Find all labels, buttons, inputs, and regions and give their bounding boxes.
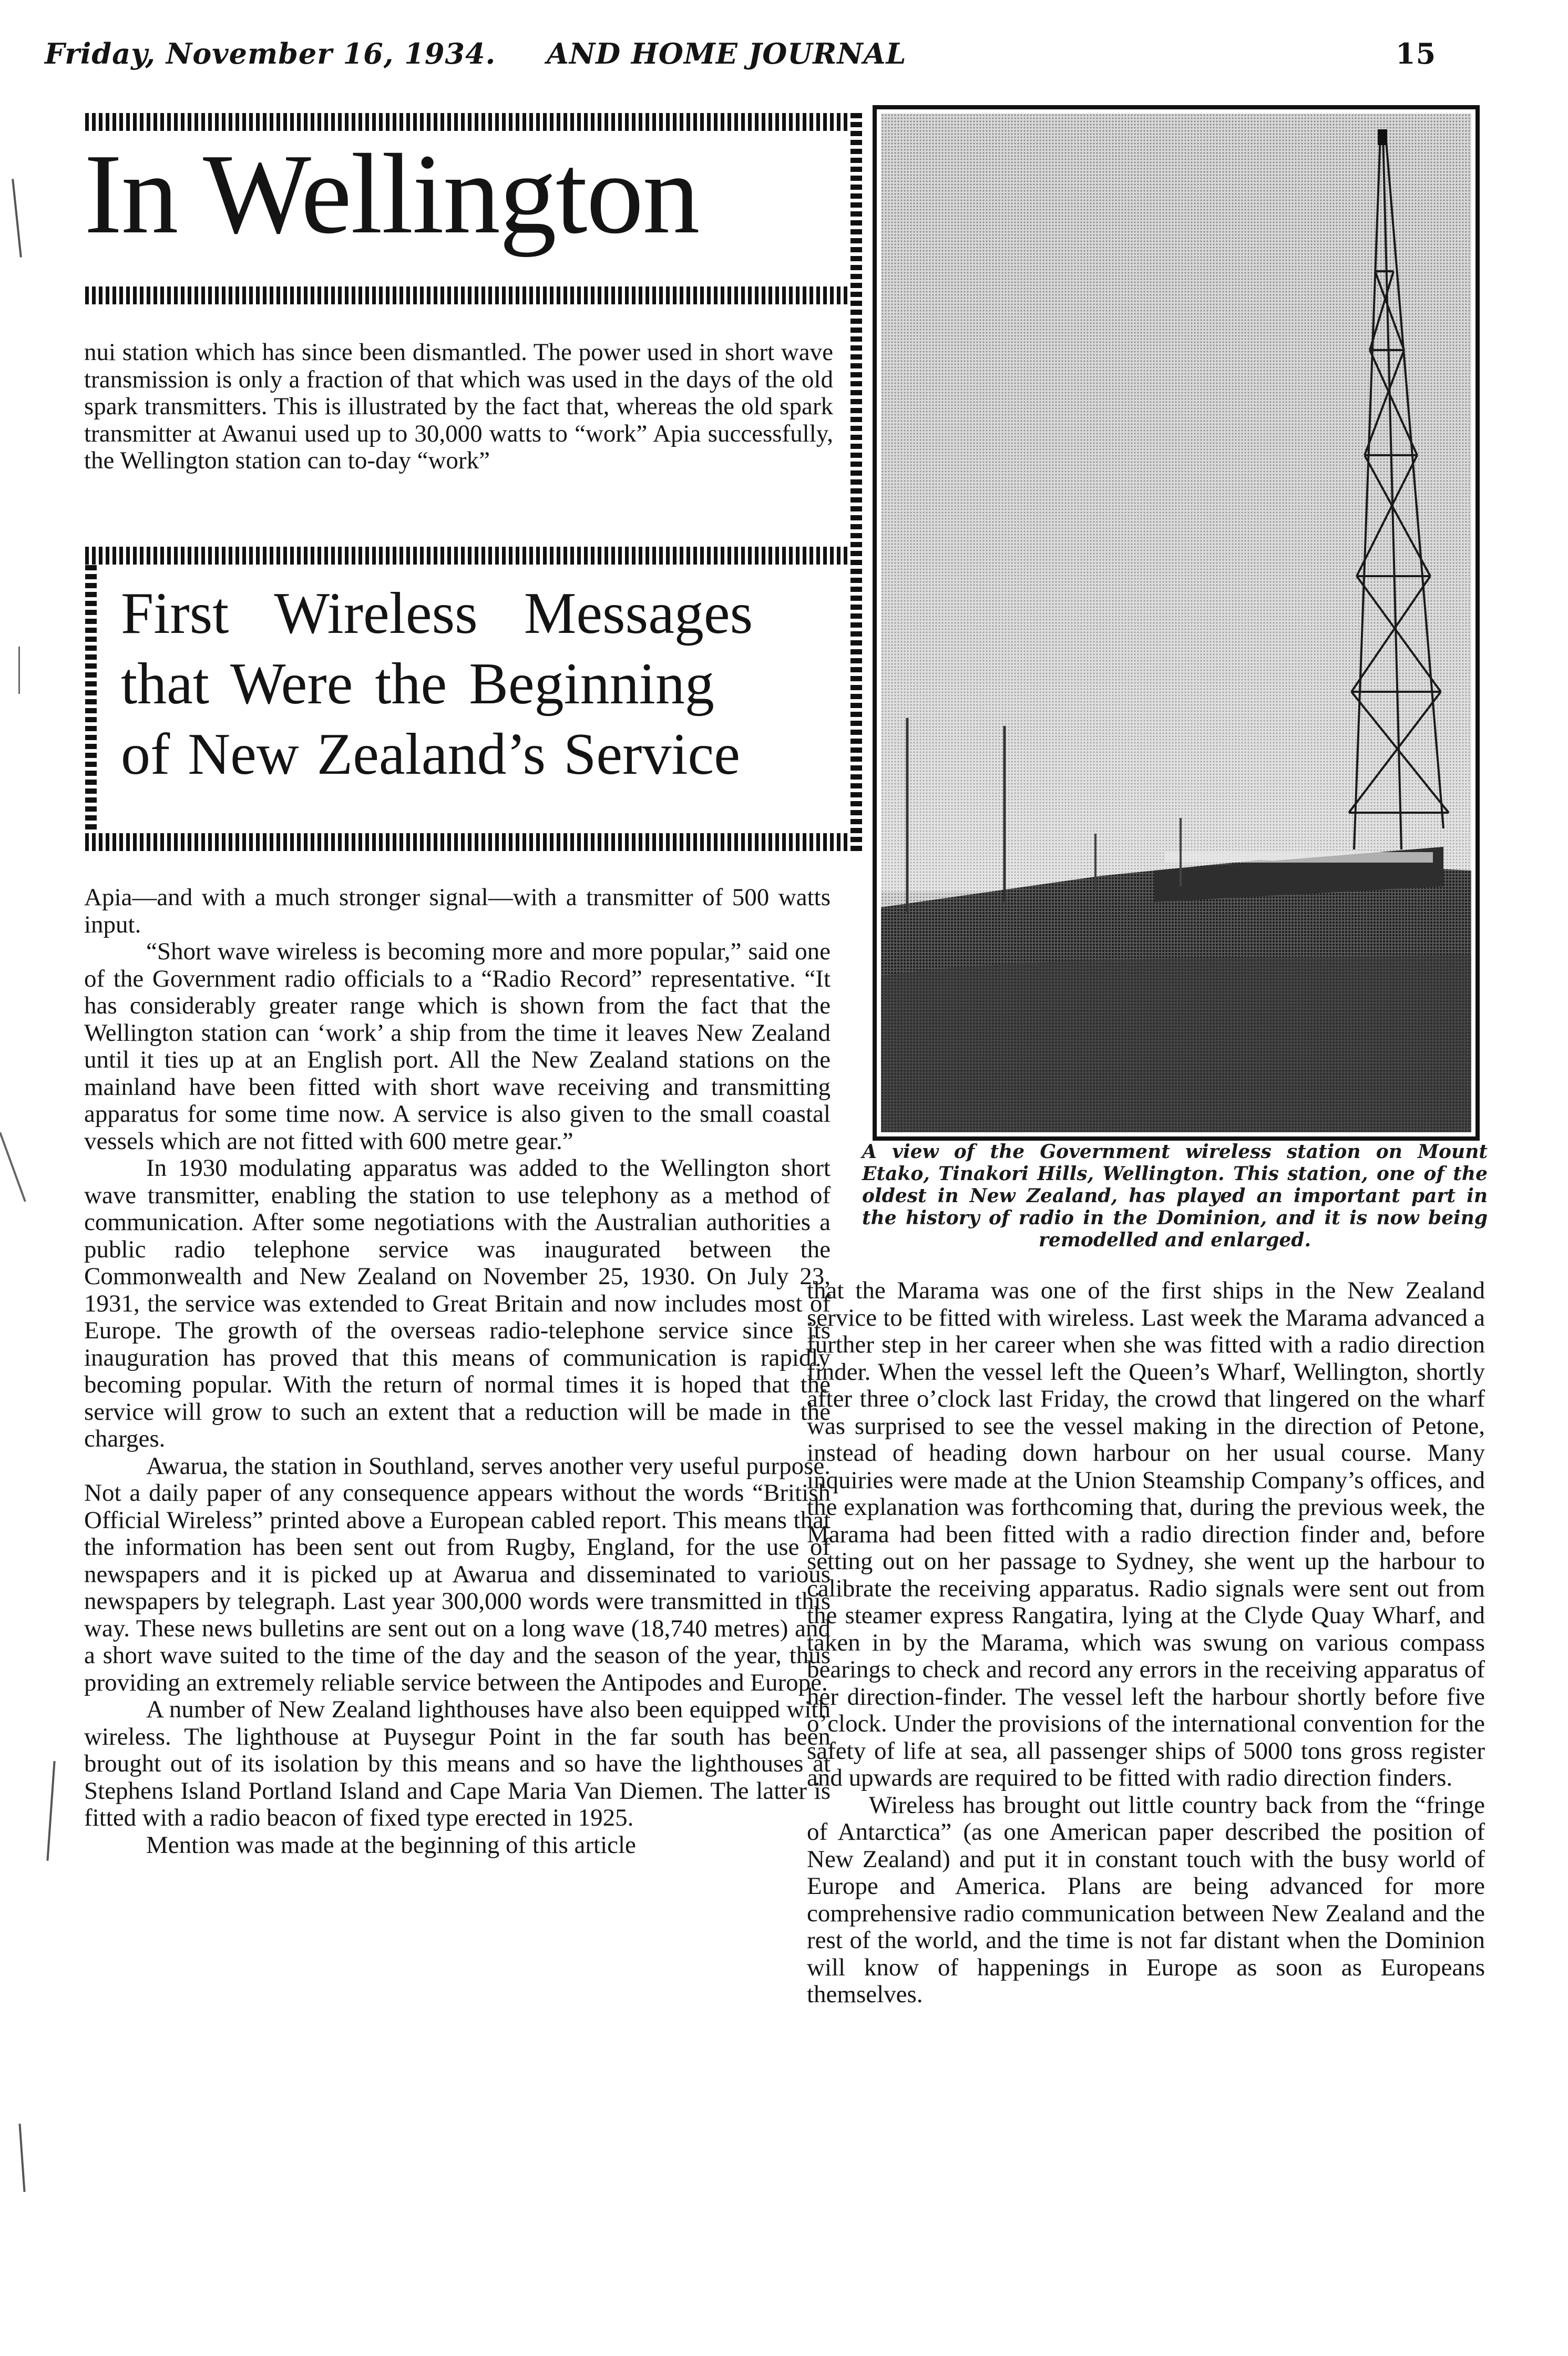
- margin-mark: [18, 2124, 25, 2192]
- paragraph: “Short wave wireless is becoming more and more popular,” said one of the Government radio officials to a “Radio Record” representative. “It has considerably greater range which is shown from the fact that the Wellington station can ‘work’ a ship from the time it leaves New Zealand until it ties up at an English port. All the New Zealand stations on the mainland have been fitted with short wave receiving and transmitting apparatus for some time now. A service is also given to the small coastal vessels which are not fitted with 600 metre gear.”: [84, 938, 831, 1155]
- intro-paragraph: [84, 339, 833, 475]
- subhead-rule-bottom: [85, 833, 850, 851]
- page-number: 15: [1396, 37, 1437, 70]
- subhead-rule-top: [85, 547, 850, 565]
- margin-mark: [18, 647, 20, 694]
- paragraph: Awarua, the station in Southland, serves another very useful purpose. Not a daily paper of any consequence appears without the words “British Official Wireless” printed above a European cabled report. This means that the information has been sent out from Rugby, England, for the use of newspapers and it is picked up at Awarua and disseminated to various newspapers by telegraph. Last year 300,000 words were transmitted in this way. These news bulletins are sent out on a long wave (18,740 metres) and a short wave suited to the time of the day and the season of the year, thus providing an extremely reliable service between the Antipodes and Europe.: [84, 1452, 831, 1696]
- intro-text: nui station which has since been dismantled. The power used in short wave transmission is only a fraction of that which was used in the days of the old spark transmitters. This is illustrated by the fact that, whereas the old spark transmitter at Awanui used up to 30,000 watts to “work” Apia successfully, the Wellington station can to-day “work”: [84, 339, 833, 474]
- title-rule-right: [850, 113, 862, 852]
- subheading-line-2: that Were the Beginning: [121, 651, 714, 716]
- margin-mark: [0, 1132, 26, 1202]
- paragraph: In 1930 modulating apparatus was added to the Wellington short wave transmitter, enabling the station to use telephony as a method of communication. After some negotiations with the Australian authorities a public radio telephone service was inaugurated between the Commonwealth and New Zealand on November 25, 1930. On July 23, 1931, the service was extended to Great Britain and now includes most of Europe. The growth of the overseas radio-telephone service since its inauguration has proved that this means of communication is rapidly becoming popular. With the return of normal times it is hoped that the service will grow to such an extent that a reduction will be made in the charges.: [84, 1154, 831, 1452]
- article-title: In Wellington: [84, 131, 699, 258]
- photo-caption: A view of the Government wireless station on Mount Etako, Tinakori Hills, Wellington. This station, one of the oldest in New Zealand, has played an important part in the history of radio in the Dominion, and it is now being remodelled and enlarged.: [862, 1141, 1488, 1251]
- paragraph: Wireless has brought out little country back from the “fringe of Antarctica” (as one American paper described the position of New Zealand) and put it in constant touch with the busy world of Europe and America. Plans are being advanced for more comprehensive radio communication between New Zealand and the rest of the world, and the time is not far distant when the Dominion will know of happenings in Europe as soon as Europeans themselves.: [807, 1791, 1485, 2008]
- subhead-rule-left: [85, 565, 97, 833]
- left-column: [84, 884, 831, 1859]
- subheading: [121, 578, 820, 790]
- radio-tower-photo: [881, 114, 1471, 1132]
- title-rule-bottom: [85, 286, 850, 304]
- margin-mark: [12, 179, 22, 258]
- running-header-publication: AND HOME JOURNAL: [547, 37, 907, 70]
- paragraph: A number of New Zealand lighthouses have also been equipped with wireless. The lighthouse at Puysegur Point in the far south has been brought out of its isolation by this means and so have the lighthouses at Stephens Island Portland Island and Cape Maria Van Diemen. The latter is fitted with a radio beacon of fixed type erected in 1925.: [84, 1696, 831, 1831]
- running-header-date: Friday, November 16, 1934.: [45, 37, 496, 70]
- paragraph: Mention was made at the beginning of this article: [146, 1831, 636, 1859]
- subheading-line-3: of New Zealand’s Service: [121, 722, 740, 787]
- paragraph: that the Marama was one of the first ships in the New Zealand service to be fitted with wireless. Last week the Marama advanced a further step in her career when she was fitted with a radio direction finder. When the vessel left the Queen’s Wharf, Wellington, shortly after three o’clock last Friday, the crowd that lingered on the wharf was surprised to see the vessel making in the direction of Petone, instead of heading down harbour on her usual course. Many inquiries were made at the Union Steamship Company’s offices, and the explanation was forthcoming that, during the previous week, the Marama had been fitted with a radio direction finder and, before setting out on her passage to Sydney, she went up the harbour to calibrate the receiving apparatus. Radio signals were sent out from the steamer express Rangatira, lying at the Clyde Quay Wharf, and taken in by the Marama, which was swung on various compass bearings to check and record any errors in the receiving apparatus of her direction-finder. The vessel left the harbour shortly before five o’clock. Under the provisions of the international convention for the safety of life at sea, all passenger ships of 5000 tons gross register and upwards are required to be fitted with radio direction finders.: [807, 1277, 1485, 1791]
- right-column: [807, 1277, 1485, 2009]
- margin-mark: [46, 1761, 55, 1861]
- subheading-line-1: First Wireless Messages: [121, 581, 753, 646]
- tower-image: [881, 114, 1471, 1132]
- paragraph: Apia—and with a much stronger signal—with a transmitter of 500 watts input.: [84, 884, 831, 938]
- photo-frame: [873, 105, 1480, 1141]
